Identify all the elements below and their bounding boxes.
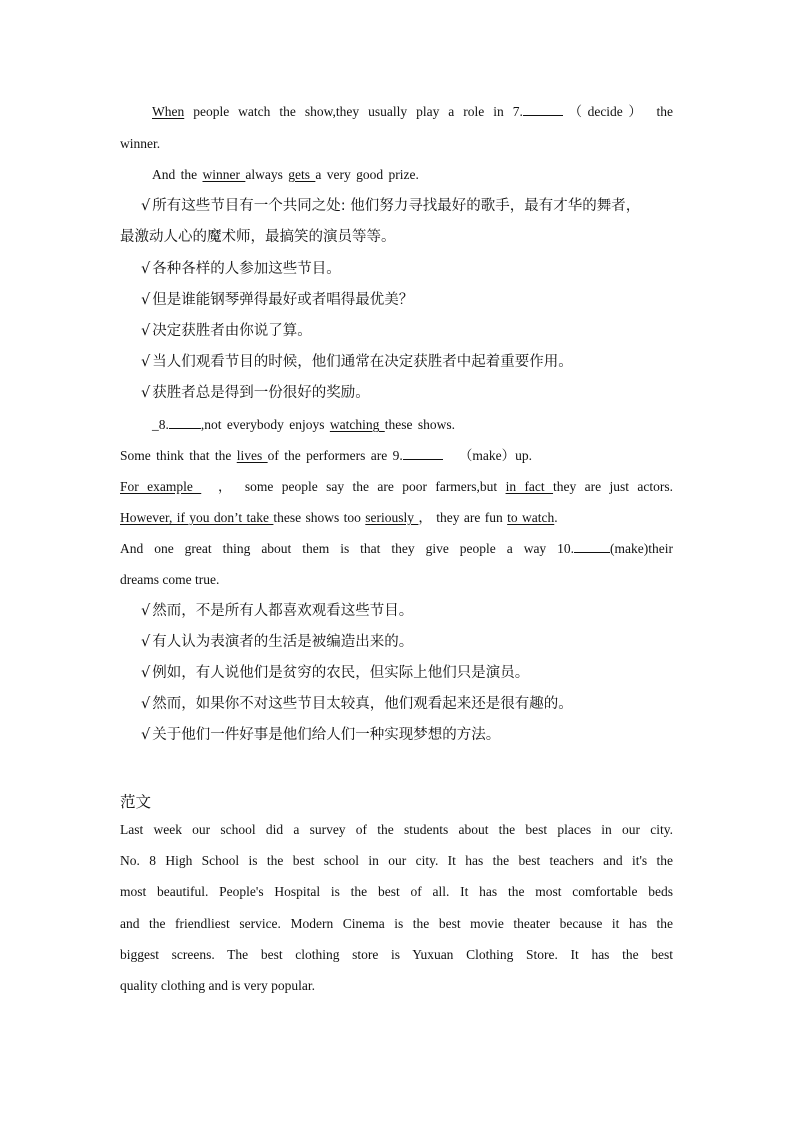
check-item (141, 601, 673, 621)
essay-line: biggest screens. The best clothing store is Yuxuan Clothing Store. It has the best (120, 947, 673, 962)
sentence-text: ， some people say the are poor farmers,but (218, 479, 506, 494)
sentence-not-everybody (152, 415, 673, 435)
essay-line: No. 8 High School is the best school in our city. It has the best teachers and it's the (120, 853, 673, 868)
essay-line: most beautiful. People's Hospital is the best of all. It has the most comfortable beds (120, 884, 673, 899)
hint-make: (make)their (610, 541, 673, 556)
sentence-text: people watch the show,they usually play a role in 7. (184, 104, 523, 119)
blank-10[interactable] (574, 539, 610, 553)
sentence-dreams (120, 570, 673, 590)
check-mark-icon: √ (141, 385, 151, 401)
hint-decide: （decide） (562, 104, 648, 119)
essay-line: and the friendliest service. Modern Cinema is the best movie theater because it has the (120, 916, 673, 931)
underlined-in-fact: in fact (505, 479, 554, 494)
check-text: 然而，如果你不对这些节目太较真，他们观看起来还是很有趣的。 (152, 696, 573, 712)
underlined-winner: winner (202, 167, 246, 182)
underlined-gets: gets (288, 167, 316, 182)
underlined-watching: watching (329, 417, 385, 432)
check-text: 决定获胜者由你说了算。 (152, 323, 312, 339)
check-item (141, 694, 673, 714)
check-text: 各种各样的人参加这些节目。 (152, 261, 341, 277)
check-text: 所有这些节目有一个共同之处: 他们努力寻找最好的歌手，最有才华的舞者， (152, 198, 641, 214)
check-item (141, 196, 673, 216)
check-item (141, 632, 673, 652)
sentence-however (120, 508, 673, 528)
sentence-one-great-thing (120, 539, 673, 559)
sentence-text: always (245, 167, 289, 182)
underlined-to-watch: to watch (507, 510, 555, 525)
sentence-text: they are just actors. (553, 479, 674, 494)
check-text: 当人们观看节目的时候，他们通常在决定获胜者中起着重要作用。 (152, 354, 573, 370)
sentence-text: And the (152, 167, 203, 182)
sentence-text: dreams come true. (120, 572, 220, 587)
sentence-and-the-winner (152, 165, 673, 185)
check-mark-icon: √ (141, 323, 151, 339)
sentence-text: . (554, 510, 558, 525)
blank-number-8: _8. (152, 417, 169, 432)
check-mark-icon: √ (141, 354, 151, 370)
blank-9[interactable] (403, 446, 443, 460)
check-mark-icon: √ (141, 665, 151, 681)
check-mark-icon: √ (141, 727, 151, 743)
underlined-lives: lives (236, 448, 268, 463)
sentence-text: of the performers are 9. (267, 448, 403, 463)
underlined-seriously: seriously (365, 510, 419, 525)
check-mark-icon: √ (141, 696, 151, 712)
sentence-text: these shows too (273, 510, 366, 525)
sentence-text: And one great thing about them is that they give people a way 10. (120, 541, 575, 556)
check-mark-icon: √ (141, 292, 151, 308)
blank-7[interactable] (523, 102, 563, 116)
check-item (141, 663, 673, 683)
check-text: 例如，有人说他们是贫穷的农民，但实际上他们只是演员。 (152, 665, 530, 681)
check-text: 关于他们一件好事是他们给人们一种实现梦想的方法。 (152, 727, 501, 743)
check-text: 获胜者总是得到一份很好的奖励。 (152, 385, 370, 401)
check-mark-icon: √ (141, 198, 151, 214)
check-text: 有人认为表演者的生活是被编造出来的。 (152, 634, 414, 650)
sentence-winner (120, 134, 673, 154)
sentence-when-people-watch (152, 102, 673, 122)
check-item (141, 321, 673, 341)
sentence-some-think (120, 446, 673, 466)
hint-make: （make）up. (458, 448, 532, 463)
sentence-text: Some think that the (120, 448, 237, 463)
essay-heading: 范文 (120, 793, 152, 811)
sentence-text: ， they are fun (418, 510, 508, 525)
check-text: 然而，不是所有人都喜欢观看这些节目。 (152, 603, 414, 619)
sentence-text: a very good prize. (315, 167, 419, 182)
sentence-text-end: the (656, 104, 673, 119)
check-text: 但是谁能钢琴弹得最好或者唱得最优美？ (152, 292, 414, 308)
check-item (141, 290, 673, 310)
check-item (141, 725, 673, 745)
underlined-for-example: For example (120, 479, 202, 494)
underlined-however: However, if you don’t take (120, 510, 274, 525)
check-mark-icon: √ (141, 634, 151, 650)
check-mark-icon: √ (141, 603, 151, 619)
blank-8[interactable] (169, 415, 201, 429)
sentence-for-example (120, 477, 673, 497)
check-text: 最激动人心的魔术师，最搞笑的演员等等。 (120, 229, 396, 245)
essay-line: Last week our school did a survey of the students about the best places in our city. (120, 822, 673, 837)
check-item (141, 259, 673, 279)
sentence-text: winner. (120, 136, 161, 151)
check-item (141, 383, 673, 403)
check-item-continued (120, 227, 673, 247)
underlined-when: When (152, 104, 185, 119)
check-mark-icon: √ (141, 261, 151, 277)
sentence-text: ,not everybody enjoys (200, 417, 330, 432)
check-item (141, 352, 673, 372)
sentence-text: these shows. (384, 417, 455, 432)
essay-line: quality clothing and is very popular. (120, 978, 315, 993)
